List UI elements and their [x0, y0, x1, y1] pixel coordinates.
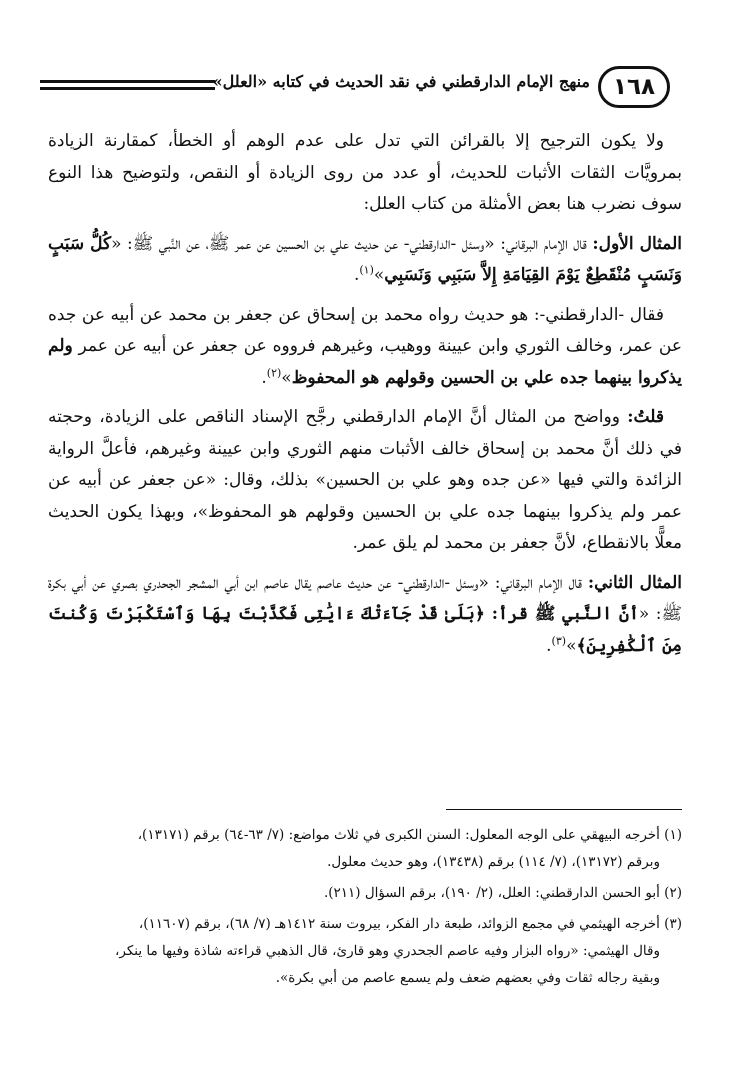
example-two-close-quote: »	[566, 635, 577, 656]
footnote-1-line-2: وبرقم (١٣١٧٢)، (٧/ ١١٤) برقم (١٣٤٣٨)، وهو حديث معلول.	[327, 854, 660, 870]
author-comment-label: قلتُ:	[627, 407, 664, 427]
example-one-paragraph: المثال الأول: قال الإمام البرقاني: «وسئل -الدارقطني- عن حديث علي بن الحسين عن عمر ﷺ، عن النَّبي ﷺ: «كُلُّ سَبَبٍ وَنَسَبٍ مُنْقَطِعٌ يَوْمَ القِيَامَةِ إِلاَّ سَبَبِي وَنَسَبِي»$^{(١)}$.	[48, 233, 683, 285]
footnote-3	[48, 911, 682, 992]
example-two-bold: أنَّ النَّبي ﷺ قرأ:	[491, 604, 639, 624]
example-one-text: قال الإمام البرقاني: «وسئل -الدارقطني- عن حديث علي بن الحسين عن عمر ﷺ، عن النَّبي ﷺ: «	[111, 233, 593, 254]
footnote-ref-1: (١)	[359, 263, 374, 277]
answer-bold-text: ولم يذكروا بينهما جده علي بن الحسين وقولهم هو المحفوظ	[48, 336, 682, 388]
footnote-ref-3: (٣)	[551, 633, 567, 647]
header-double-rule	[40, 80, 215, 90]
footnote-3-line-3: وبقية رجاله ثقات وفي بعضهم ضعف ولم يسمع عاصم من أبي بكرة».	[275, 970, 660, 986]
example-one-close-quote: »	[373, 265, 385, 285]
answer-close-quote: »	[281, 367, 292, 388]
page-number: ١٦٨	[598, 66, 670, 108]
footnote-ref-2: (٢)	[266, 365, 282, 379]
footnote-separator	[446, 809, 682, 810]
running-title: منهج الإمام الدارقطني في نقد الحديث في كتابه «العلل»	[212, 72, 590, 91]
intro-paragraph: ولا يكون الترجيح إلا بالقرائن التي تدل على عدم الوهم أو الخطأ، كمقارنة الزيادة بمرويَّات الثقات الأثبات للحديث، أو عدد من روى الزيادة أو النقص، ولتوضيح هذا النوع سوف نضرب هنا بعض الأمثلة من كتاب العلل:	[48, 131, 682, 214]
author-comment-text: وواضح من المثال أنَّ الإمام الدارقطني رجَّح الإسناد الناقص على الزيادة، وحجته في ذلك أنَّ محمد بن إسحاق خالف الأثبات منهم الثوري وابن عيينة وغيرهم، فأعلَّ الرواية الزائدة والتي فيها «عن جده وهو علي بن الحسين» بذلك، وقال: «عن جعفر عن أبيه عن عمر ولم يذكروا بينهما جده علي بن الحسين وقولهم هو المحفوظ»، وبهذا يكون الحديث معلًّا بالانقطاع، لأنَّ جعفر بن محمد لم يلق عمر.	[48, 407, 682, 553]
quran-verse: ﴿بَلَىٰ قَدْ جَآءَتْكَ ءَايَٰتِى فَكَذَّبْتَ بِهَا وَٱسْتَكْبَرْتَ وَكُنتَ مِنَ ٱلْكَٰفِرِينَ﴾	[48, 604, 682, 656]
example-two-text: قال الإمام البرقاني: «وسئل -الدارقطني- عن حديث عاصم يقال عاصم ابن أبي المشجر الجحدري بصري عن أبي بكرة ﷺ: «	[48, 572, 682, 624]
footnote-2: (٢) أبو الحسن الدارقطني: العلل، (٢/ ١٩٠)، برقم السؤال (٢١١).	[323, 885, 682, 901]
answer-text: فقال -الدارقطني-: هو حديث رواه محمد بن إسحاق عن جعفر بن محمد عن أبيه عن جده عن عمر، وخالف الثوري وابن عيينة ووهيب، وغيرهم فرووه عن جعفر عن أبيه عن عمر	[48, 304, 682, 356]
footnote-3-line-2: وقال الهيثمي: «رواه البزار وفيه عاصم الجحدري وهو قارئ، قال الذهبي قراءته شاذة وفيها ما ينكر،	[115, 943, 660, 959]
main-text	[48, 126, 682, 670]
example-two-paragraph: المثال الثاني: قال الإمام البرقاني: «وسئل -الدارقطني- عن حديث عاصم يقال عاصم ابن أبي المشجر الجحدري بصري عن أبي بكرة ﷺ: «أنَّ النَّبي ﷺ قرأ: ﴿بَلَىٰ قَدْ جَآءَتْكَ ءَايَٰتِى فَكَذَّبْتَ بِهَا وَٱسْتَكْبَرْتَ وَكُنتَ مِنَ ٱلْكَٰفِرِينَ﴾»$^{(٣)}$.	[48, 572, 683, 656]
footnote-1-line-1: (١) أخرجه البيهقي على الوجه المعلول: السنن الكبرى في ثلاث مواضع: (٧/ ٦٣-٦٤) برقم (١٣١٧١)،	[137, 827, 682, 843]
footnote-1	[48, 822, 682, 876]
example-one-label: المثال الأول:	[592, 233, 683, 254]
example-one-hadith: كُلُّ سَبَبٍ وَنَسَبٍ مُنْقَطِعٌ يَوْمَ القِيَامَةِ إِلاَّ سَبَبِي وَنَسَبِي	[48, 233, 682, 285]
daraqutni-answer-paragraph: فقال -الدارقطني-: هو حديث رواه محمد بن إسحاق عن جعفر بن محمد عن أبيه عن جده عن عمر، وخالف الثوري وابن عيينة ووهيب، وغيرهم فرووه عن جعفر عن أبيه عن عمر ولم يذكروا بينهما جده علي بن الحسين وقولهم هو المحفوظ»$^{(٢)}$.	[48, 304, 682, 388]
footnotes	[48, 822, 682, 996]
author-comment-paragraph	[48, 402, 682, 560]
footnote-3-line-1: (٣) أخرجه الهيثمي في مجمع الزوائد، طبعة دار الفكر، بيروت سنة ١٤١٢هـ (٧/ ٦٨)، برقم (١١٦٠٧)،	[138, 916, 682, 932]
page-header	[40, 62, 690, 112]
example-two-label: المثال الثاني:	[587, 572, 683, 593]
